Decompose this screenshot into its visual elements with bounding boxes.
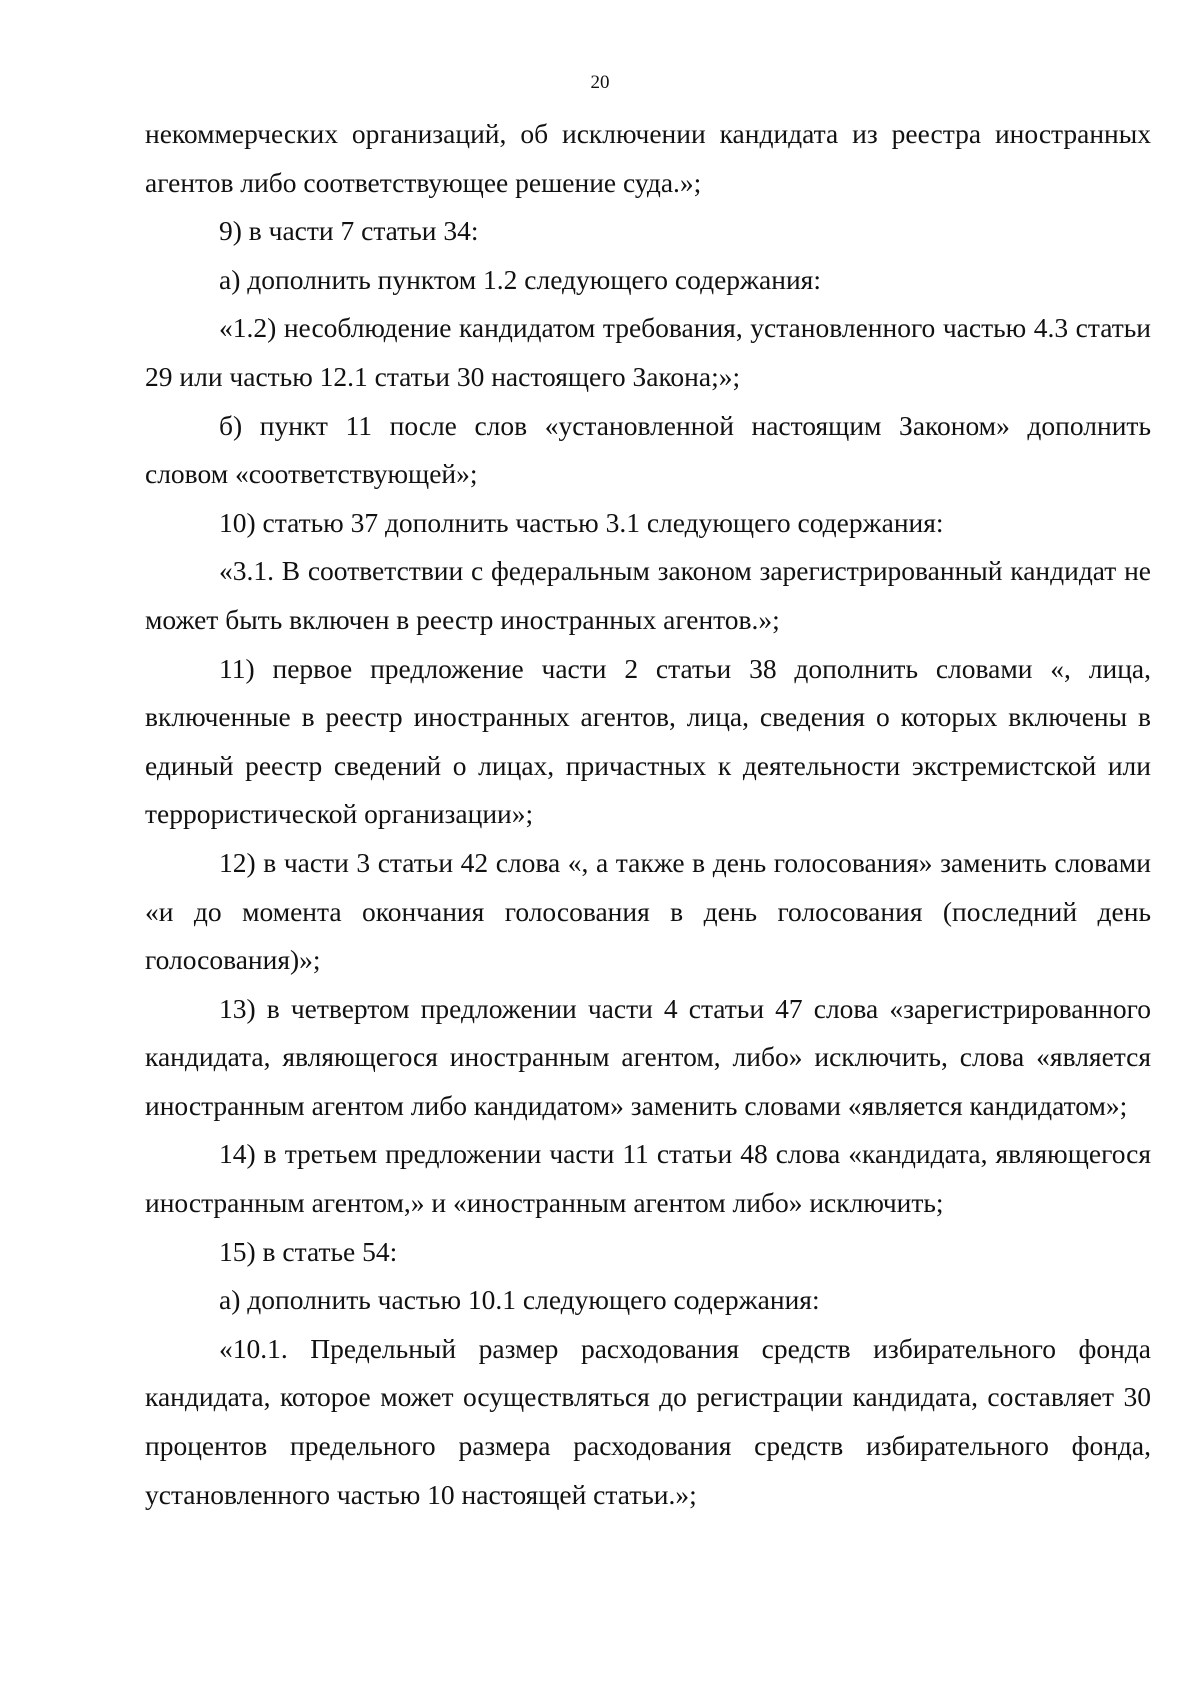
paragraph-item-9: 9) в части 7 статьи 34: [219, 215, 479, 247]
paragraph-item-15a: а) дополнить частью 10.1 следующего содержания: [219, 1284, 820, 1316]
paragraph-quote-1-2: «1.2) несоблюдение кандидатом требования, установленного частью 4.3 статьи 29 или частью 12.1 статьи 30 настоящего Закона;»; [145, 312, 1151, 392]
paragraph-quote-10-1: «10.1. Предельный размер расходования средств избирательного фонда кандидата, которое может осуществляться до регистрации кандидата, составляет 30 процентов предельного размера расходования средств избирательного фонда, установленного частью 10 настоящей статьи.»; [145, 1332, 1151, 1510]
document-body [145, 110, 1151, 1519]
paragraph-item-12: 12) в части 3 статьи 42 слова «, а также в день голосования» заменить словами «и до момента окончания голосования в день голосования (последний день голосования)»; [145, 846, 1151, 976]
paragraph-item-11: 11) первое предложение части 2 статьи 38 дополнить словами «, лица, включенные в реестр иностранных агентов, лица, сведения о которых включены в единый реестр сведений о лицах, причастных к деятельности экстремистской или террористической организации»; [145, 652, 1151, 830]
page-number: 20 [590, 72, 610, 93]
paragraph-item-9b: б) пункт 11 после слов «установленной настоящим Законом» дополнить словом «соответствующей»; [145, 409, 1151, 490]
paragraph-continuation: некоммерческих организаций, об исключении кандидата из реестра иностранных агентов либо соответствующее решение суда.»; [145, 118, 1151, 198]
paragraph-item-15: 15) в статье 54: [219, 1235, 398, 1267]
paragraph-item-9a: а) дополнить пунктом 1.2 следующего содержания: [219, 263, 821, 295]
paragraph-item-13: 13) в четвертом предложении части 4 статьи 47 слова «зарегистрированного кандидата, являющегося иностранным агентом, либо» исключить, слова «является иностранным агентом либо кандидатом» заменить словами «является кандидатом»; [145, 992, 1151, 1121]
paragraph-item-10: 10) статью 37 дополнить частью 3.1 следующего содержания: [219, 506, 944, 538]
paragraph-item-14: 14) в третьем предложении части 11 статьи 48 слова «кандидата, являющегося иностранным агентом,» и «иностранным агентом либо» исключить; [145, 1138, 1151, 1219]
paragraph-quote-3-1: «3.1. В соответствии с федеральным законом зарегистрированный кандидат не может быть включен в реестр иностранных агентов.»; [145, 555, 1151, 635]
